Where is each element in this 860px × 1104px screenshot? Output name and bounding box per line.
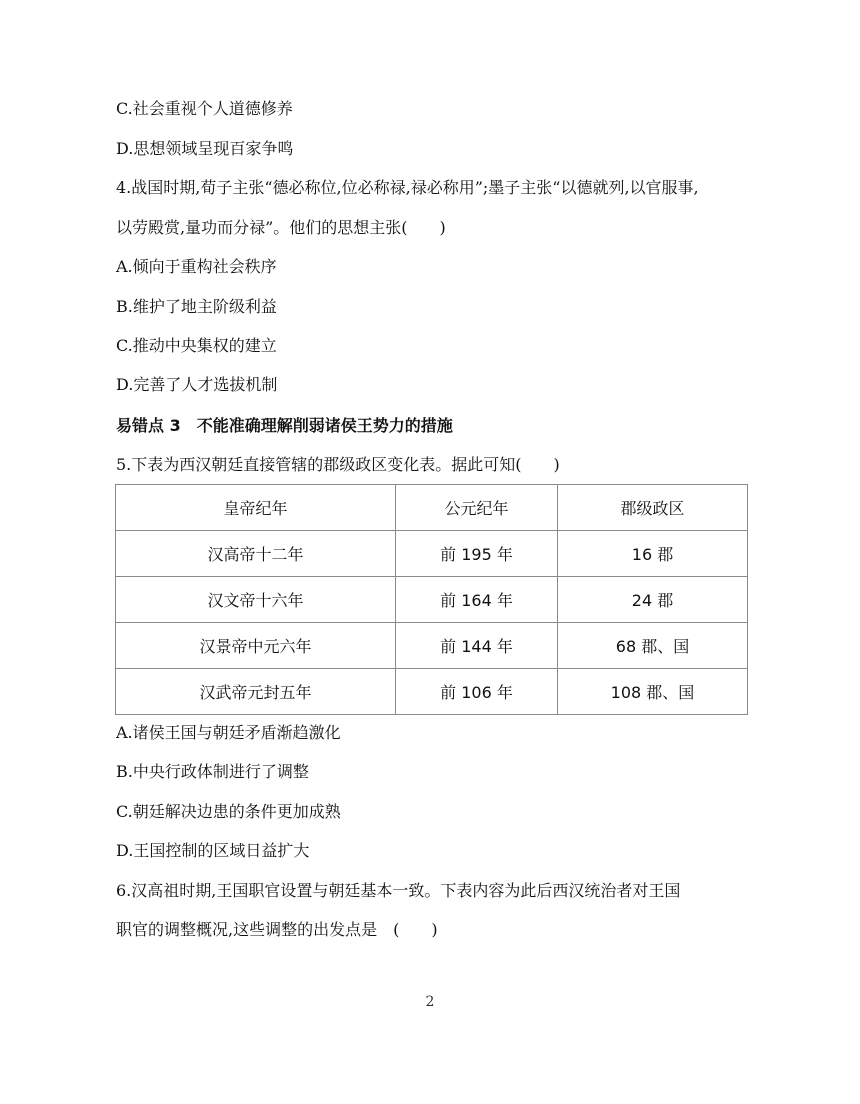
table-cell: 108 郡、国 — [558, 669, 748, 715]
question-6-stem-line-2: 职官的调整概况,这些调整的出发点是 ( ) — [116, 920, 438, 939]
question-4-option-d: D.完善了人才选拔机制 — [116, 375, 278, 394]
question-4-option-a: A.倾向于重构社会秩序 — [116, 257, 277, 276]
question-3-option-d: D.思想领域呈现百家争鸣 — [116, 139, 294, 158]
table-cell: 汉武帝元封五年 — [116, 669, 396, 715]
section-heading: 易错点 3 不能准确理解削弱诸侯王势力的措施 — [116, 416, 453, 435]
table-row — [116, 531, 748, 577]
question-5-option-b: B.中央行政体制进行了调整 — [116, 762, 309, 781]
question-4-option-c: C.推动中央集权的建立 — [116, 336, 277, 355]
question-4-option-b: B.维护了地主阶级利益 — [116, 297, 277, 316]
table-row — [116, 669, 748, 715]
table-row — [116, 577, 748, 623]
table-cell: 前 144 年 — [396, 623, 558, 669]
question-3-option-c: C.社会重视个人道德修养 — [116, 99, 293, 118]
question-6-stem-line-1: 6.汉高祖时期,王国职官设置与朝廷基本一致。下表内容为此后西汉统治者对王国 — [116, 881, 681, 900]
table-header-cell: 公元纪年 — [396, 485, 558, 531]
table-cell: 前 106 年 — [396, 669, 558, 715]
jun-level-districts-table — [115, 484, 748, 715]
page-number: 2 — [425, 994, 435, 1010]
table-cell: 24 郡 — [558, 577, 748, 623]
table-cell: 汉文帝十六年 — [116, 577, 396, 623]
table-cell: 前 195 年 — [396, 531, 558, 577]
question-5-option-c: C.朝廷解决边患的条件更加成熟 — [116, 802, 341, 821]
table-cell: 汉景帝中元六年 — [116, 623, 396, 669]
question-5-option-d: D.王国控制的区域日益扩大 — [116, 841, 310, 860]
question-4-stem-line-1: 4.战国时期,荀子主张“德必称位,位必称禄,禄必称用”;墨子主张“以德就列,以官服事, — [116, 178, 699, 197]
table-row — [116, 623, 748, 669]
table-header-row — [116, 485, 748, 531]
table-header-cell: 皇帝纪年 — [116, 485, 396, 531]
question-4-stem-line-2: 以劳殿赏,量功而分禄”。他们的思想主张( ) — [116, 218, 446, 237]
table-cell: 汉高帝十二年 — [116, 531, 396, 577]
table-cell: 前 164 年 — [396, 577, 558, 623]
question-5-option-a: A.诸侯王国与朝廷矛盾渐趋激化 — [116, 723, 341, 742]
table-header-cell: 郡级政区 — [558, 485, 748, 531]
question-5-stem: 5.下表为西汉朝廷直接管辖的郡级政区变化表。据此可知( ) — [116, 455, 560, 474]
table-cell: 16 郡 — [558, 531, 748, 577]
table-cell: 68 郡、国 — [558, 623, 748, 669]
